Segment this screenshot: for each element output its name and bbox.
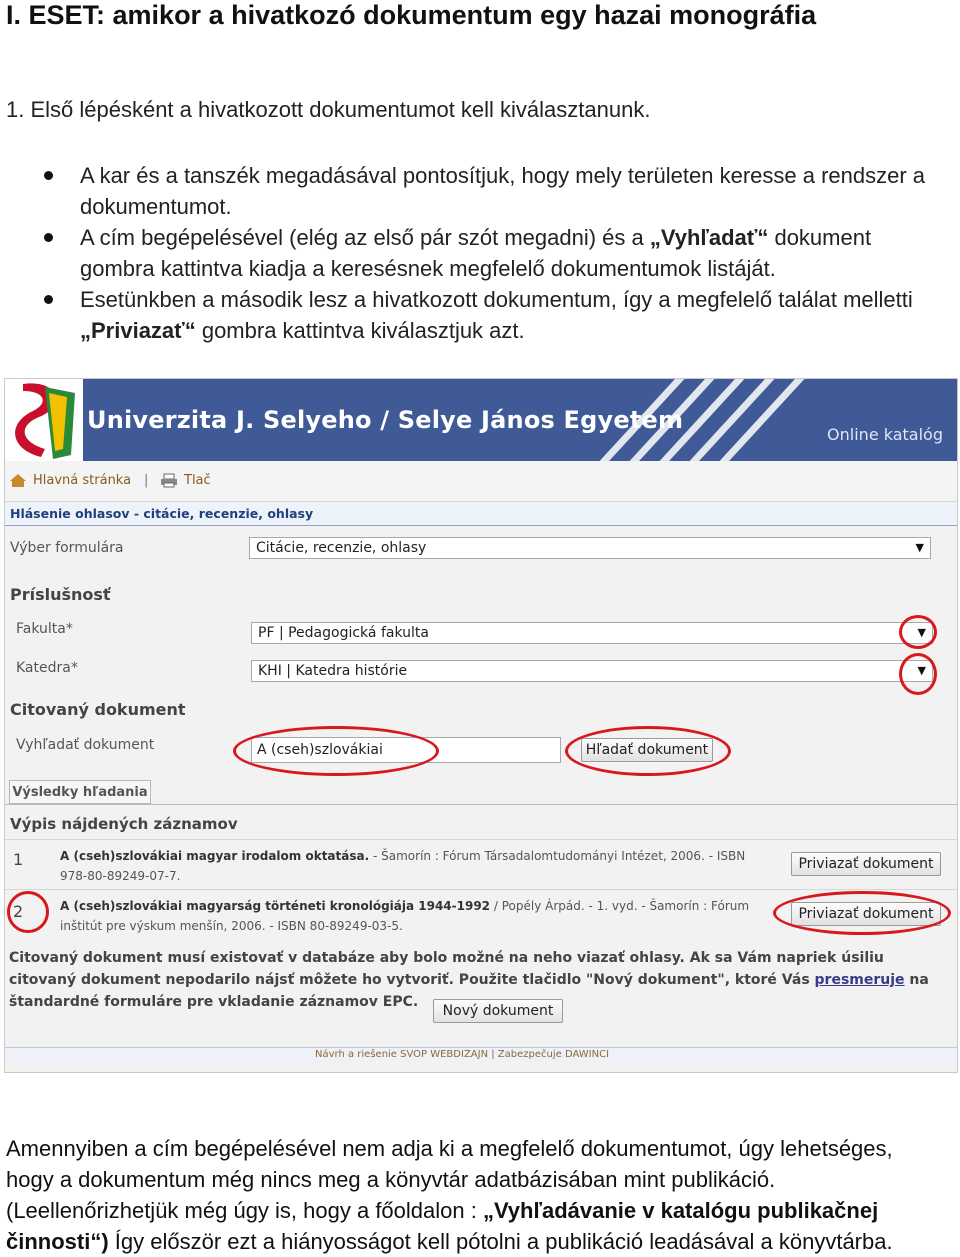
banner xyxy=(5,379,957,461)
affiliation-heading: Príslušnosť xyxy=(10,585,111,604)
toolbar xyxy=(5,461,957,502)
step-text: 1. Első lépésként a hivatkozott dokumentumot kell kiválasztanunk. xyxy=(6,97,651,122)
faculty-select[interactable]: PF | Pedagogická fakulta ▼ xyxy=(251,622,933,644)
department-select[interactable]: KHI | Katedra histórie ▼ xyxy=(251,660,933,682)
info-note: Citovaný dokument musí existovať v databáze aby bolo možné na neho viazať ohlasy. Ak sa Vám napriek úsiliu citovaný dokument nepodarilo nájsť môžete ho vytvoriť. Použite tlačidlo "Nový dokument", ktoré Vás presmeruje na štandardné formuláre pre vkladanie záznamov EPC. xyxy=(9,950,929,1010)
home-link[interactable]: Hlavná stránka xyxy=(9,473,131,488)
instruction-item: Esetünkben a második lesz a hivatkozott dokumentum, így a megfelelő találat melletti „Priviazať“ gombra kattintva kiválasztjuk azt. xyxy=(44,284,944,346)
redirect-link[interactable]: presmeruje xyxy=(814,972,905,988)
row-citation: A (cseh)szlovákiai magyarság történeti kronológiája 1944-1992 / Popély Árpád. - 1. vyd. - Šamorín : Fórum inštitút pre výskum menšín, 2006. - ISBN 80-89249-03-5. xyxy=(60,899,750,933)
row-number: 1 xyxy=(13,850,24,869)
instruction-list xyxy=(44,160,944,346)
chevron-down-icon: ▼ xyxy=(915,541,924,554)
closing-paragraph: Amennyiben a cím begépelésével nem adja ki a megfelelő dokumentumot, úgy lehetséges, hogy a dokumentum még nincs meg a könyvtár adatbázisában mint publikáció. (Leellenőrizhetjük még úgy is, hogy a főoldalon : „Vyhľadávanie v katalógu publikačnej činnosti“) Így először ezt a hiányosságot kell pótolni a publikáció leadásával a könyvtárba. xyxy=(6,1136,893,1254)
results-heading: Výpis nájdených záznamov xyxy=(10,815,238,833)
divider xyxy=(5,804,957,805)
home-icon xyxy=(9,473,27,488)
row-citation: A (cseh)szlovákiai magyar irodalom oktatása. - Šamorín : Fórum Társadalomtudományi Intézet, 2006. - ISBN 978-80-89249-07-7. xyxy=(60,849,746,883)
university-logo-icon[interactable] xyxy=(5,379,83,461)
university-title: Univerzita J. Selyeho / Selye János Egyetem xyxy=(87,406,684,434)
search-label: Vyhľadať dokument xyxy=(16,737,155,753)
department-label: Katedra* xyxy=(16,660,78,676)
bullet-icon xyxy=(44,233,53,242)
printer-icon xyxy=(160,473,178,488)
attach-document-button[interactable]: Priviazať dokument xyxy=(791,852,941,876)
form-select[interactable]: Citácie, recenzie, ohlasy ▼ xyxy=(249,537,931,559)
bullet-icon xyxy=(44,171,53,180)
document-heading: I. ESET: amikor a hivatkozó dokumentum egy hazai monográfia xyxy=(6,0,817,30)
cited-document-heading: Citovaný dokument xyxy=(10,700,186,719)
search-button[interactable]: Hľadať dokument xyxy=(581,738,713,762)
table-row xyxy=(5,889,957,940)
search-input[interactable]: A (cseh)szlovákiai xyxy=(251,737,561,763)
faculty-label: Fakulta* xyxy=(16,621,73,637)
footer: Návrh a riešenie SVOP WEBDIZAJN | Zabezpečuje DAWINCI xyxy=(5,1047,957,1062)
attach-document-button[interactable]: Priviazať dokument xyxy=(791,902,941,926)
catalog-screenshot xyxy=(4,378,958,1073)
catalog-label: Online katalóg xyxy=(827,425,943,444)
new-document-button[interactable]: Nový dokument xyxy=(433,999,563,1023)
bullet-icon xyxy=(44,295,53,304)
instruction-item: A kar és a tanszék megadásával pontosítjuk, hogy mely területen keresse a rendszer a dokumentumot. xyxy=(44,160,944,222)
results-tab[interactable]: Výsledky hľadania xyxy=(9,780,151,804)
instruction-item: A cím begépelésével (elég az első pár szót megadni) és a „Vyhľadať“ dokument gombra kattintva kiadja a keresésnek megfelelő dokumentumok listáját. xyxy=(44,222,944,284)
chevron-down-icon: ▼ xyxy=(917,664,926,677)
row-number: 2 xyxy=(13,902,24,921)
section-header: Hlásenie ohlasov - citácie, recenzie, ohlasy xyxy=(5,503,957,526)
form-select-label: Výber formulára xyxy=(10,540,124,556)
table-row xyxy=(5,839,957,888)
chevron-down-icon: ▼ xyxy=(917,626,926,639)
print-link[interactable]: Tlač xyxy=(160,473,211,488)
toolbar-separator: | xyxy=(144,473,149,488)
